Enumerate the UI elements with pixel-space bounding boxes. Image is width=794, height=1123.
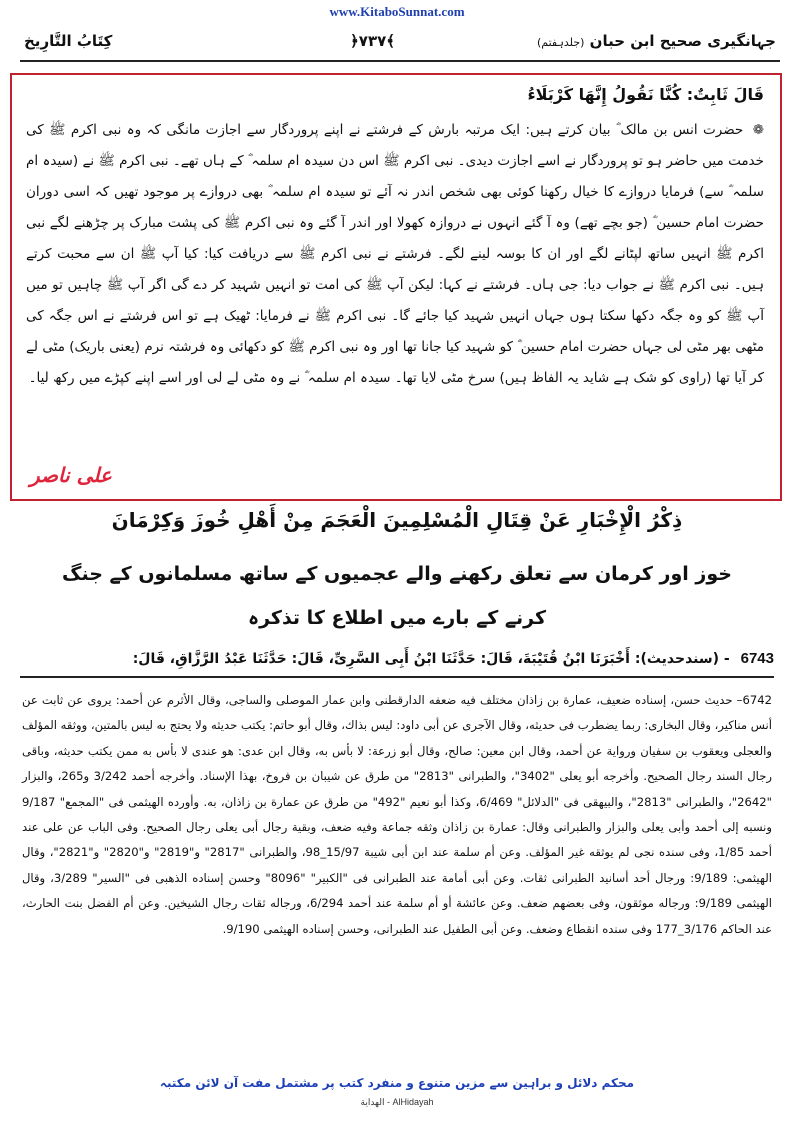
hadith-translation-box — [10, 73, 782, 501]
hadith-heading: قَالَ ثَابِتٌ: کُنَّا نَقُولُ إِنَّهَا کَرْبَلَاءُ — [527, 85, 764, 104]
flower-icon: ❁ — [752, 122, 764, 138]
isnad-text: - (سندحدیث): أَخْبَرَنَا ابْنُ قُتَیْبَةَ، قَالَ: حَدَّثَنَا ابْنُ أَبِی السَّرِیِّ، قَالَ: حَدَّثَنَا عَبْدُ الرَّزَّاقِ، قَالَ: — [132, 651, 730, 667]
footer-tagline[interactable]: محکم دلائل و براہین سے مزین متنوع و منفرد کتب پر مشتمل مفت آن لائن مکتبہ — [159, 1076, 635, 1090]
footer-publisher: الهدایة - AlHidayah — [360, 1097, 434, 1107]
chapter-title-urdu: خوز اور کرمان سے تعلق رکھنے والے عجمیوں کے ساتھ مسلمانوں کے جنگ کرنے کے بارے میں اطلاع کا تذکرہ — [62, 563, 732, 629]
site-url[interactable]: www.KitaboSunnat.com — [329, 4, 465, 19]
chapter-title-arabic: ذِکْرُ الْإِخْبَارِ عَنْ قِتَالِ الْمُسْلِمِینَ الْعَجَمَ مِنْ أَهْلِ خُوزَ وَکِرْمَانَ — [111, 508, 683, 532]
volume-label: (جلدہفتم) — [536, 36, 585, 49]
hadith-text: حضرت انس بن مالک ؓ بیان کرتے ہیں: ایک مرتبہ بارش کے فرشتے نے اپنے پروردگار سے اجازت مانگی کہ وہ نبی اکرم ﷺ کی خدمت میں حاضر ہو تو پروردگار نے اسے اجازت دیدی۔ نبی اکرم ﷺ اس دن سیدہ ام سلمہ ؓ کے ہاں تھے۔ نبی اکرم ﷺ نے (سیدہ ام سلمہ ؓ سے) فرمایا دروازے کا خیال رکھنا کوئی بھی شخص اندر نہ آئے تو سیدہ ام سلمہ ؓ بھی دروازے پر موجود تھیں کہ اسی دوران حضرت امام حسین ؓ (جو بچے تھے) وہ آ گئے انہوں نے دروازہ کھولا اور اندر آ گئے وہ نبی اکرم ﷺ کی پشت مبارک پر چڑھنے لگے نبی اکرم ﷺ انہیں ساتھ لپٹانے لگے اور ان کا بوسہ لینے لگے۔ فرشتے نے نبی اکرم ﷺ سے دریافت کیا: کیا آپ ﷺ ان سے محبت کرتے ہیں۔ نبی اکرم ﷺ نے جواب دیا: جی ہاں۔ فرشتے نے کہا: لیکن آپ ﷺ کی امت تو انہیں شہید کر دے گی اگر آپ ﷺ چاہیں تو میں آپ ﷺ کو وہ جگہ دکھا سکتا ہوں جہاں انہیں شہید کیا جائے گا۔ نبی اکرم ﷺ نے فرمایا: ٹھیک ہے تو اس فرشتے نے اس جگہ کی مٹھی بھر مٹی لی جہاں حضرت امام حسین ؓ کو شہید کیا جانا تھا اور وہ نبی اکرم ﷺ کو دکھائی وہ فرشتہ نرم (یعنی باریک) مٹی لے کر آیا تھا (راوی کو شک ہے شاید یہ الفاظ ہیں) سرخ مٹی لایا تھا۔ سیدہ ام سلمہ ؓ نے وہ مٹی لے لی اور اسے اپنے کپڑے میں رکھ لیا۔ — [26, 122, 764, 386]
footnote-takhrij: 6742– حدیث حسن، إسناده ضعیف، عمارة بن زاذان مختلف فیه ضعفه الدارقطنی وابن عمار الموصلی والساجی، وقال الأثرم عن أحمد: یروی عن ثابت عن أنس مناکیر، وقال البخاری: ربما یضطرب فی حدیثه، وقال الآجری عن أبی داود: لیس بذاك، وقال أبو حاتم: یکتب حدیثه ولا یحتج به لیس بالمتین، ووثقه المؤلف والعجلی ویعقوب بن سفیان وروایة عن أحمد، وقال ابن معین: صالح، وقال أبو زرعة: لا بأس به، وقال ابن عدی: هو عندی لا بأس به ممن یکتب حدیثه، وباقی رجال السند رجال الصحیح. وأخرجه أبو یعلی "3402"، والطبرانی "2813" من طرق عن شیبان بن فروخ، بهذا الإسناد. وأخرجه أحمد 3/242 و265، والبزار "2642"، والطبرانی "2813"، والبیهقی فی "الدلائل" 6/469، وکذا أبو نعیم "492" من طرق عن عمارة بن زاذان، به. وأورده الهیثمی فی "المجمع" 9/187 ونسبه إلی أحمد وأبی یعلی والبزار والطبرانی وقال: عمارة بن زاذان وثقه جماعة وفیه ضعف، وبقیة رجال أبی یعلی رجال الصحیح. وفی الباب عن علی عند أحمد 1/85، وفی سنده نجی لم یوثقه غیر المؤلف. وعن أم سلمة عند ابن أبی شیبة 15/97_98، والطبرانی "2817" و"2819" و"2820" و"2821"، وقال الهیثمی: 9/189: ورجال أحد أسانید الطبرانی ثقات. وعن أبی أمامة عند الطبرانی فی "الکبیر" "8096" وحسن إسناده الذهبی فی "السیر" 3/289، وقال الهیثمی 9/189: ورجاله موثقون، وفی بعضهم ضعف. وعن عائشة أو أم سلمة عند أحمد 6/294، ورجاله ثقات رجال الشیخین. وعن أم الفضل بنت الحارث، عند الحاکم 3/176_177 وفی سنده انقطاع وضعف. وعن أبی الطفیل عند الطبرانی، وحسن إسناده الهیثمی 9/190. — [22, 693, 773, 936]
hadith-number: 6743 — [740, 650, 774, 667]
section-title: کِتَابُ التَّارِیخ — [24, 32, 113, 50]
isnad-line — [20, 650, 774, 678]
page-number-value: ۷۳۷ — [358, 32, 387, 50]
book-title: جہانگیری صحیح ابن حبان — [589, 32, 776, 50]
page-number: ﴿۷۳۷﴾ — [350, 32, 396, 50]
book-title-block — [537, 32, 776, 50]
page-header — [20, 32, 780, 62]
hadith-body — [26, 115, 764, 394]
signature: علی ناصر — [30, 463, 112, 487]
